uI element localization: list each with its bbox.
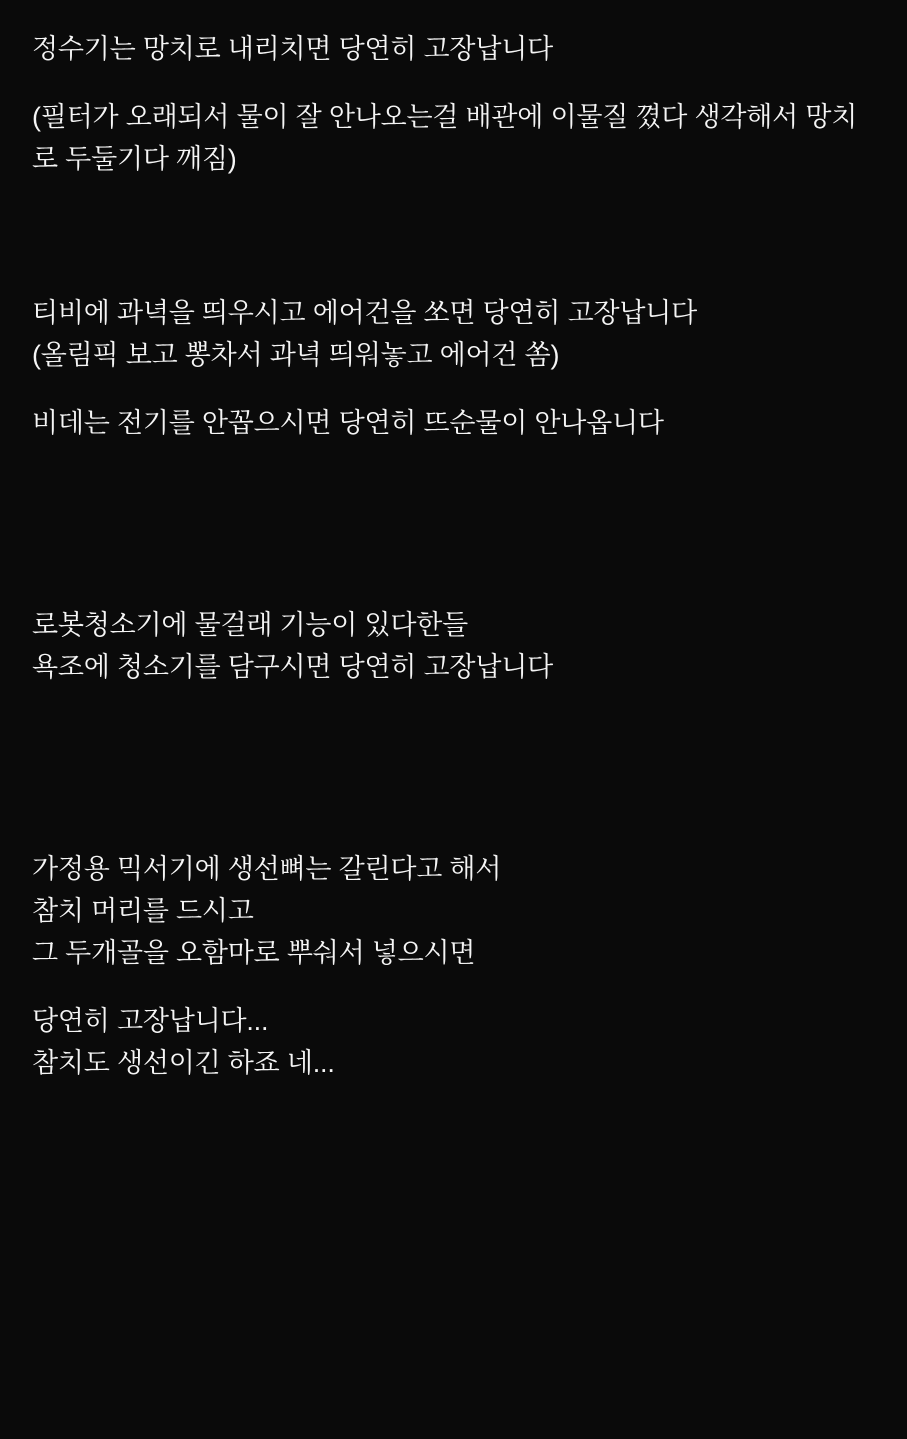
paragraph-blender-line2: 참치 머리를 드시고 [32, 896, 254, 926]
spacer [32, 530, 877, 604]
spacer [32, 774, 877, 848]
spacer [32, 266, 877, 292]
spacer [32, 376, 877, 402]
paragraph-water-purifier-headline: 정수기는 망치로 내리치면 당연히 고장납니다 [32, 34, 553, 64]
paragraph-closing-line2: 참치도 생선이긴 하죠 네... [32, 1048, 335, 1078]
paragraph-closing-line1: 당연히 고장납니다... [32, 1006, 269, 1036]
spacer [32, 688, 877, 774]
paragraph-bidet-line: 비데는 전기를 안꼽으시면 당연히 뜨순물이 안나옵니다 [32, 408, 664, 438]
paragraph-blender-line1: 가정용 믹서기에 생선뼈는 갈린다고 해서 [32, 854, 502, 884]
spacer [32, 70, 877, 96]
spacer [32, 180, 877, 266]
paragraph-robot-cleaner-line2: 욕조에 청소기를 담구시면 당연히 고장납니다 [32, 652, 553, 682]
paragraph-water-purifier-note: (필터가 오래되서 물이 잘 안나오는걸 배관에 이물질 꼈다 생각해서 망치로 두둘기다 깨짐) [32, 102, 858, 174]
spacer [32, 444, 877, 530]
paragraph-blender-line3: 그 두개골을 오함마로 뿌숴서 넣으시면 [32, 938, 476, 968]
paragraph-robot-cleaner-line1: 로봇청소기에 물걸래 기능이 있다한들 [32, 610, 469, 640]
paragraph-tv-note: (올림픽 보고 뽕차서 과녁 띄워놓고 에어건 쏨) [32, 340, 560, 370]
spacer [32, 974, 877, 1000]
paragraph-tv-headline: 티비에 과녁을 띄우시고 에어건을 쏘면 당연히 고장납니다 [32, 298, 697, 328]
